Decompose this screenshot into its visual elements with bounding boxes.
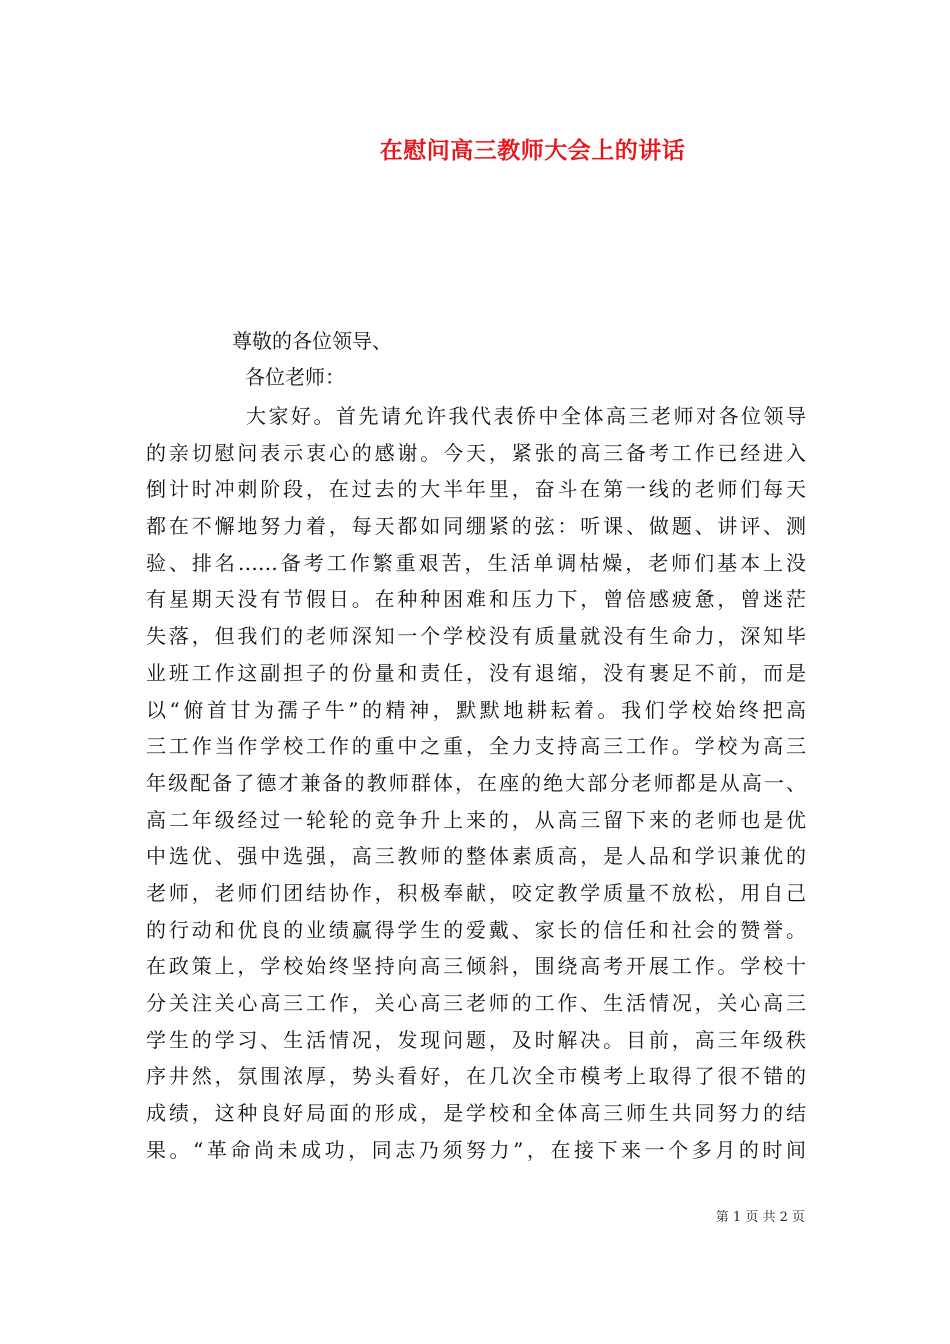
document-title: 在慰问高三教师大会上的讲话 [379, 137, 686, 164]
page-footer: 第 1 页 共 2 页 [715, 1210, 805, 1225]
body-line: 序井然，氛围浓厚，势头看好，在几次全市模考上取得了很不错的 [146, 1064, 806, 1089]
body-line: 以“俯首甘为孺子牛”的精神，默默地耕耘着。我们学校始终把高 [146, 697, 806, 722]
body-line: 有星期天没有节假日。在种种困难和压力下，曾倍感疲惫，曾迷茫 [146, 587, 806, 612]
body-line: 大家好。首先请允许我代表侨中全体高三老师对各位领导 [246, 404, 806, 428]
salutation-leaders: 尊敬的各位领导、 [232, 329, 392, 353]
body-line: 的亲切慰问表示衷心的感谢。今天，紧张的高三备考工作已经进入 [146, 440, 806, 465]
body-line: 都在不懈地努力着，每天都如同绷紧的弦：听课、做题、讲评、测 [146, 514, 806, 539]
body-line: 学生的学习、生活情况，发现问题，及时解决。目前，高三年级秩 [146, 1027, 806, 1052]
body-line: 的行动和优良的业绩赢得学生的爱戴、家长的信任和社会的赞誉。 [146, 917, 806, 942]
body-line: 业班工作这副担子的份量和责任，没有退缩，没有裹足不前，而是 [146, 660, 806, 685]
speech-body [146, 398, 806, 1168]
body-line: 中选优、强中选强，高三教师的整体素质高，是人品和学识兼优的 [146, 844, 806, 869]
body-line: 年级配备了德才兼备的教师群体，在座的绝大部分老师都是从高一、 [146, 770, 806, 795]
body-line: 老师，老师们团结协作，积极奉献，咬定教学质量不放松，用自己 [146, 880, 806, 905]
body-line: 成绩，这种良好局面的形成，是学校和全体高三师生共同努力的结 [146, 1101, 806, 1126]
body-line: 高二年级经过一轮轮的竞争升上来的，从高三留下来的老师也是优 [146, 807, 806, 832]
body-line: 分关注关心高三工作，关心高三老师的工作、生活情况，关心高三 [146, 991, 806, 1015]
body-line: 失落，但我们的老师深知一个学校没有质量就没有生命力，深知毕 [146, 624, 806, 649]
body-line: 果。“革命尚未成功，同志乃须努力”，在接下来一个多月的时间 [146, 1137, 806, 1162]
body-line: 验、排名……备考工作繁重艰苦，生活单调枯燥，老师们基本上没 [146, 550, 806, 575]
salutation-teachers: 各位老师： [245, 365, 345, 389]
body-line: 三工作当作学校工作的重中之重，全力支持高三工作。学校为高三 [146, 734, 806, 759]
body-line: 在政策上，学校始终坚持向高三倾斜，围绕高考开展工作。学校十 [146, 954, 806, 979]
body-line: 倒计时冲刺阶段，在过去的大半年里，奋斗在第一线的老师们每天 [146, 477, 806, 502]
